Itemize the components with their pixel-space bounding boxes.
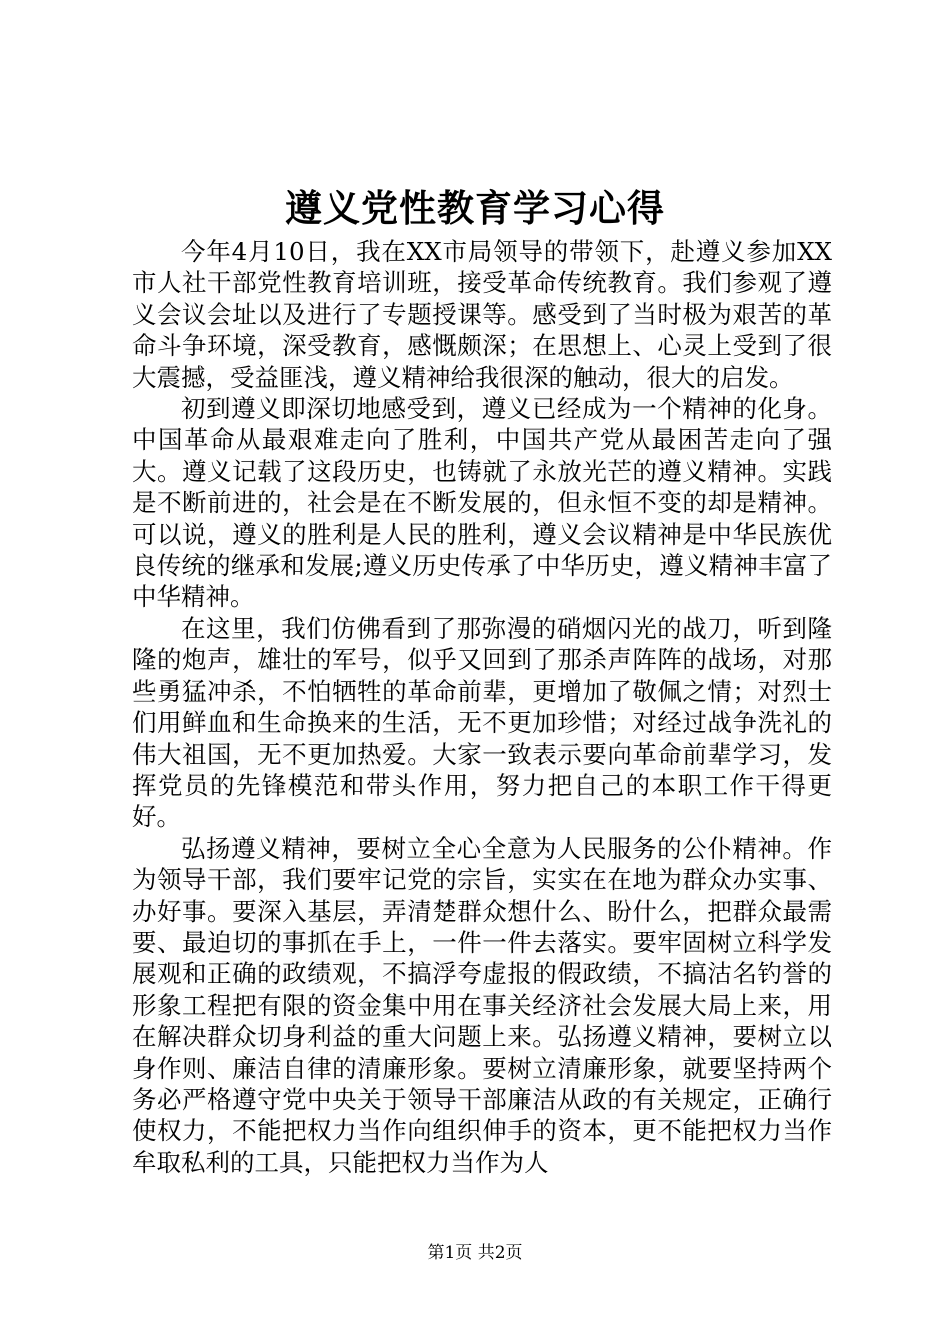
paragraph-4: 弘扬遵义精神，要树立全心全意为人民服务的公仆精神。作为领导干部，我们要牢记党的宗旨，实实在在地为群众办实事、办好事。要深入基层，弄清楚群众想什么、盼什么，把群众最需要、最迫切的事抓在手上，一件一件去落实。要牢固树立科学发展观和正确的政绩观，不搞浮夸虚报的假政绩，不搞沽名钓誉的形象工程把有限的资金集中用在事关经济社会发展大局上来，用在解决群众切身利益的重大问题上来。弘扬遵义精神，要树立以身作则、廉洁自律的清廉形象。要树立清廉形象，就要坚持两个务必严格遵守党中央关于领导干部廉洁从政的有关规定，正确行使权力，不能把权力当作向组织伸手的资本，更不能把权力当作牟取私利的工具，只能把权力当作为人 (132, 833, 832, 1177)
paragraph-1: 今年4月10日，我在XX市局领导的带领下，赴遵义参加XX市人社干部党性教育培训班，接受革命传统教育。我们参观了遵义会议会址以及进行了专题授课等。感受到了当时极为艰苦的革命斗争环境，深受教育，感慨颇深；在思想上、心灵上受到了很大震撼，受益匪浅，遵义精神给我很深的触动，很大的启发。 (132, 237, 832, 392)
document-body (132, 236, 832, 1178)
document-title: 遵义党性教育学习心得 (285, 186, 665, 230)
paragraph-3: 在这里，我们仿佛看到了那弥漫的硝烟闪光的战刀，听到隆隆的炮声，雄壮的军号，似乎又回到了那杀声阵阵的战场，对那些勇猛冲杀，不怕牺牲的革命前辈，更增加了敬佩之情；对烈士们用鲜血和生命换来的生活，无不更加珍惜；对经过战争洗礼的伟大祖国，无不更加热爱。大家一致表示要向革命前辈学习，发挥党员的先锋模范和带头作用，努力把自己的本职工作干得更好。 (132, 613, 832, 832)
page-number-footer: 第1页 共2页 (427, 1243, 523, 1263)
paragraph-2: 初到遵义即深切地感受到，遵义已经成为一个精神的化身。中国革命从最艰难走向了胜利，中国共产党从最困苦走向了强大。遵义记载了这段历史，也铸就了永放光芒的遵义精神。实践是不断前进的，社会是在不断发展的，但永恒不变的却是精神。可以说，遵义的胜利是人民的胜利，遵义会议精神是中华民族优良传统的继承和发展;遵义历史传承了中华历史，遵义精神丰富了中华精神。 (132, 394, 832, 612)
